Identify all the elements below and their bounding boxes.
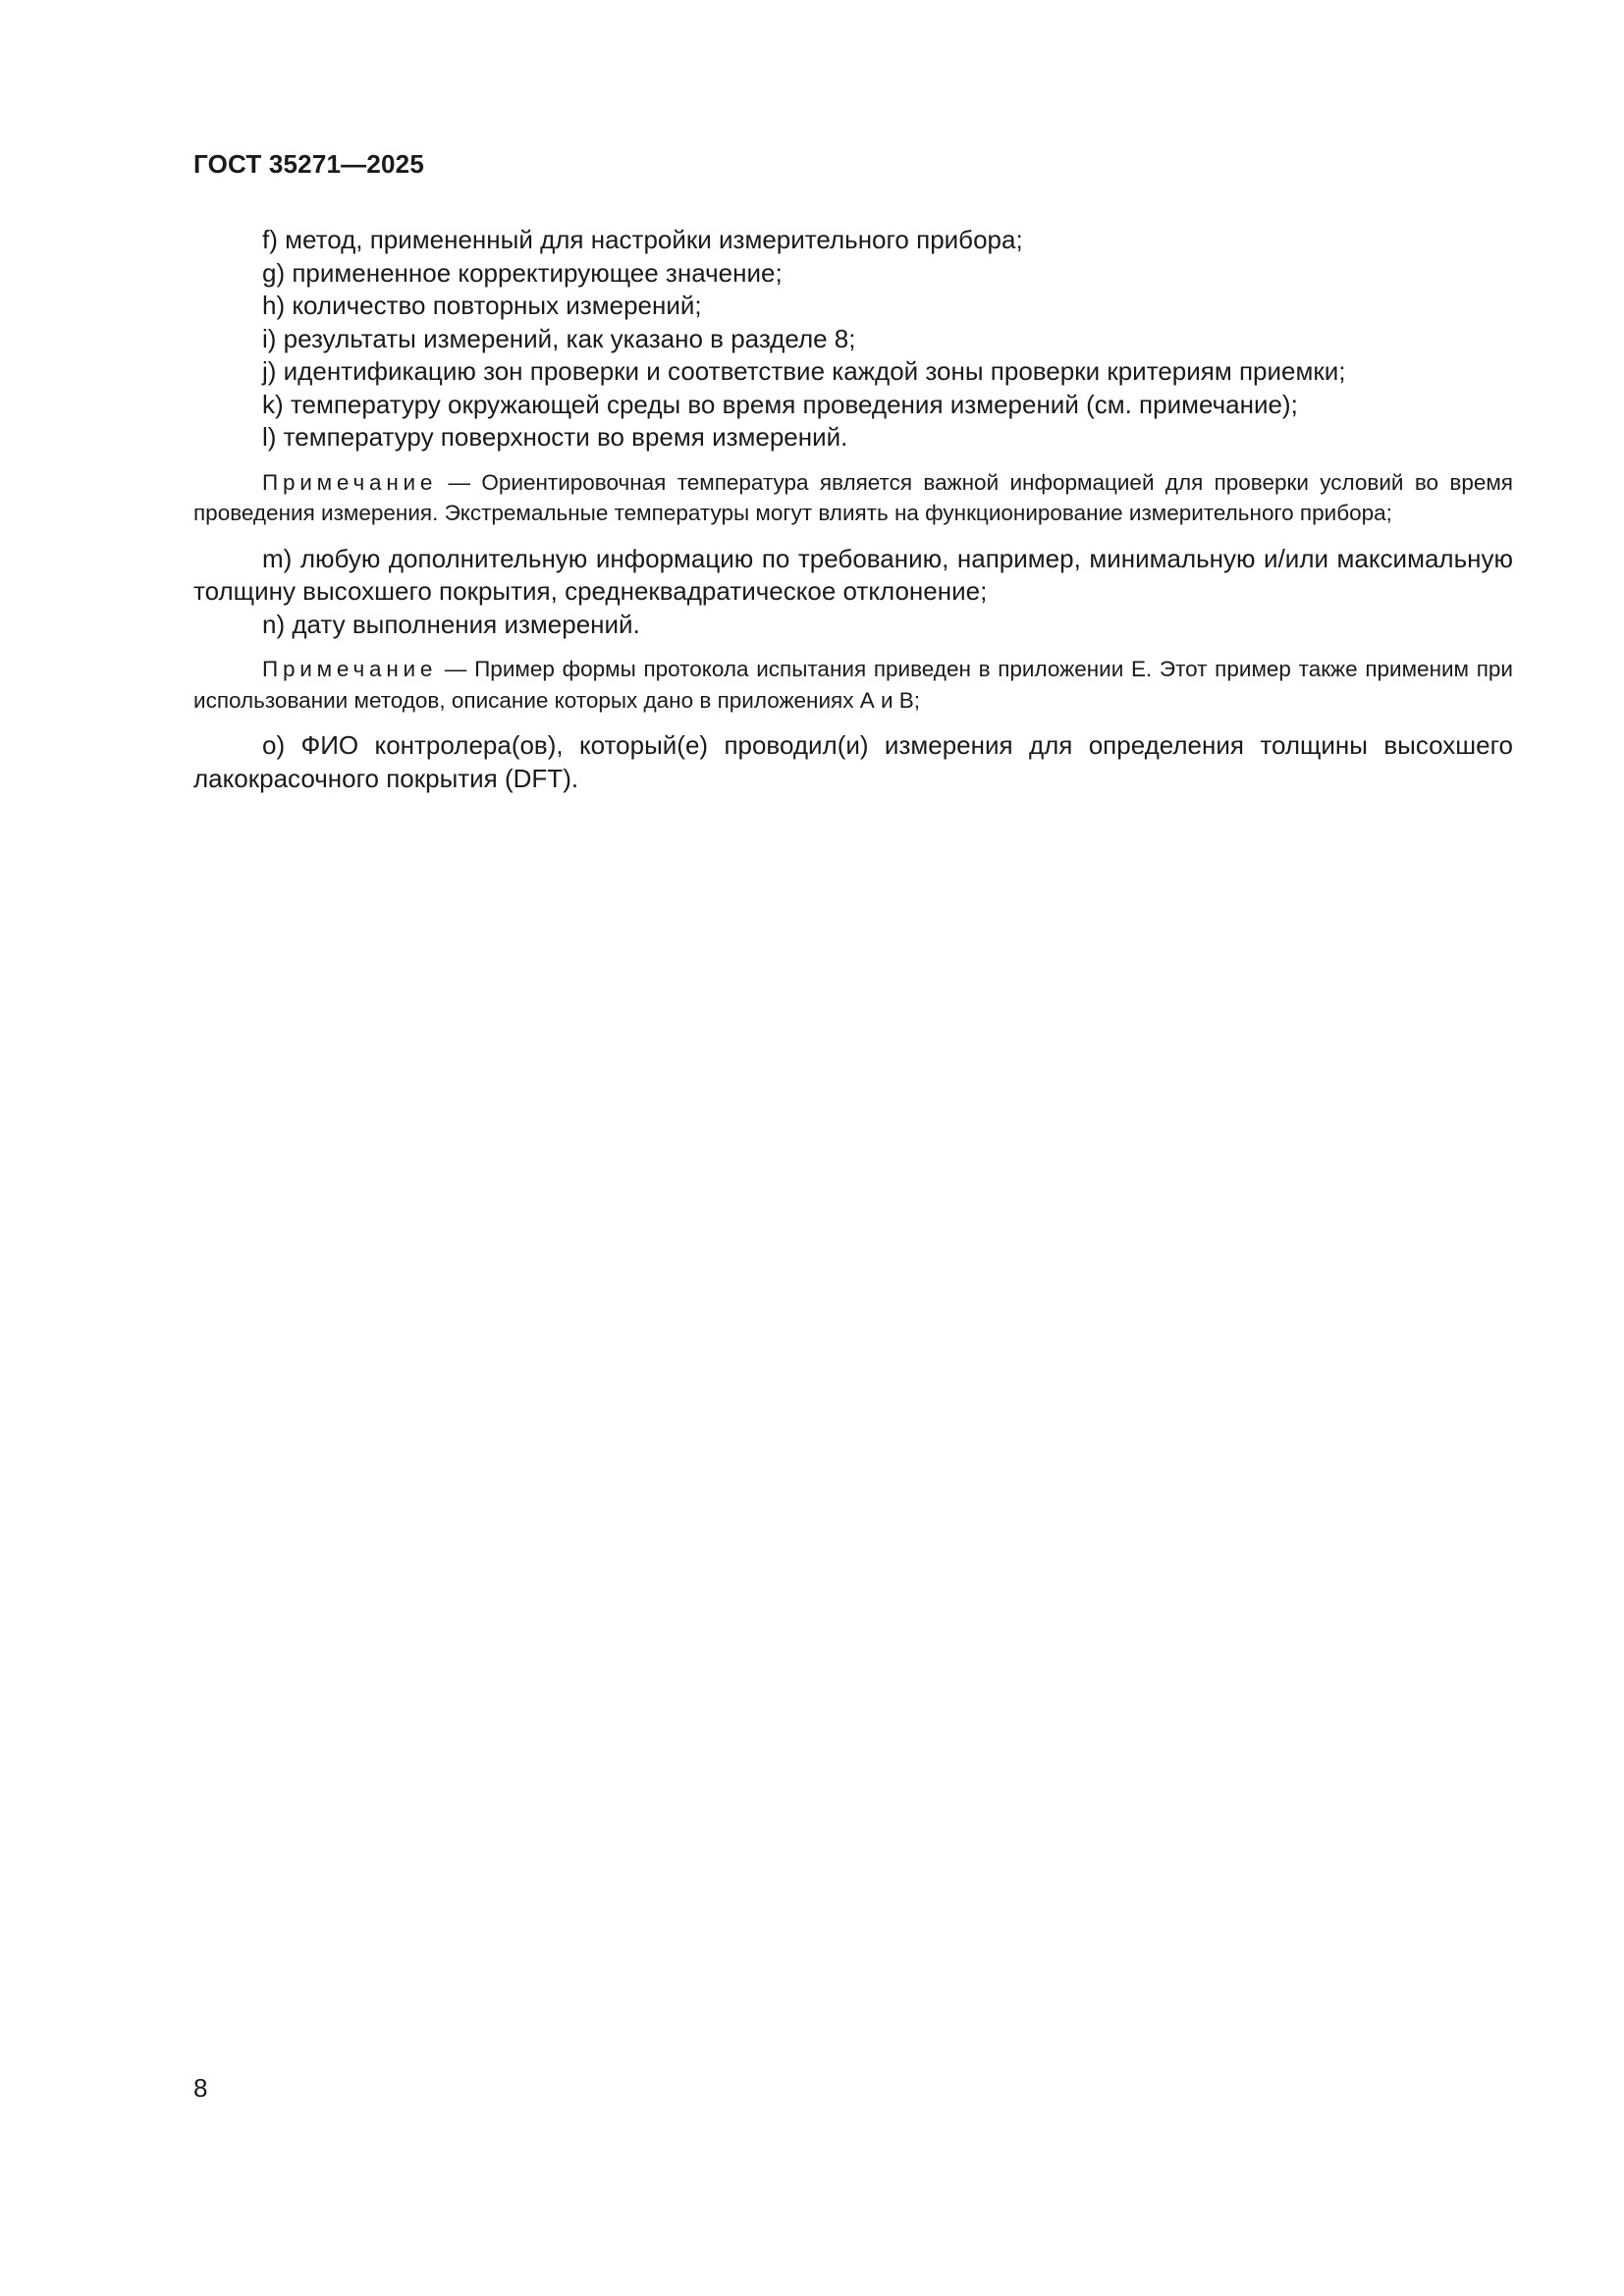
list-item-m: m) любую дополнительную информацию по требованию, например, минимальную и/или максимальную толщину высохшего покрытия, среднеквадратическое отклонение;: [193, 543, 1513, 606]
list-item-n: n) дату выполнения измерений.: [262, 609, 640, 639]
list-item-i: i) результаты измерений, как указано в разделе 8;: [262, 323, 856, 353]
list-item-k: k) температуру окружающей среды во время проведения измерений (см. примечание);: [262, 389, 1298, 419]
list-item-o: o) ФИО контролера(ов), который(е) проводил(и) измерения для определения толщины высохшего лакокрасочного покрытия (DFT).: [193, 730, 1513, 793]
document-header: ГОСТ 35271—2025: [193, 149, 424, 179]
note-temperature: [193, 467, 1513, 529]
note-text: — Пример формы протокола испытания приведен в приложении Е. Этот пример также применим при использовании методов, описание которых дано в приложениях А и В;: [193, 657, 1513, 713]
page-number: 8: [193, 2073, 208, 2103]
list-item-h: h) количество повторных измерений;: [262, 291, 702, 320]
list-item-g: g) примененное корректирующее значение;: [262, 257, 783, 288]
note-protocol: [193, 654, 1513, 716]
list-item-l: l) температуру поверхности во время измерений.: [262, 422, 848, 452]
note-label: Примечание: [262, 657, 438, 681]
list-item-j: j) идентификацию зон проверки и соответствие каждой зоны проверки критериям приемки;: [262, 356, 1346, 386]
document-body: [193, 224, 1513, 795]
note-text: — Ориентировочная температура является важной информацией для проверки условий во время проведения измерения. Экстремальные температуры могут влиять на функционирование измерительного прибора;: [193, 469, 1513, 525]
list-item-f: f) метод, примененный для настройки измерительного прибора;: [262, 225, 1023, 254]
note-label: Примечание: [262, 469, 438, 495]
